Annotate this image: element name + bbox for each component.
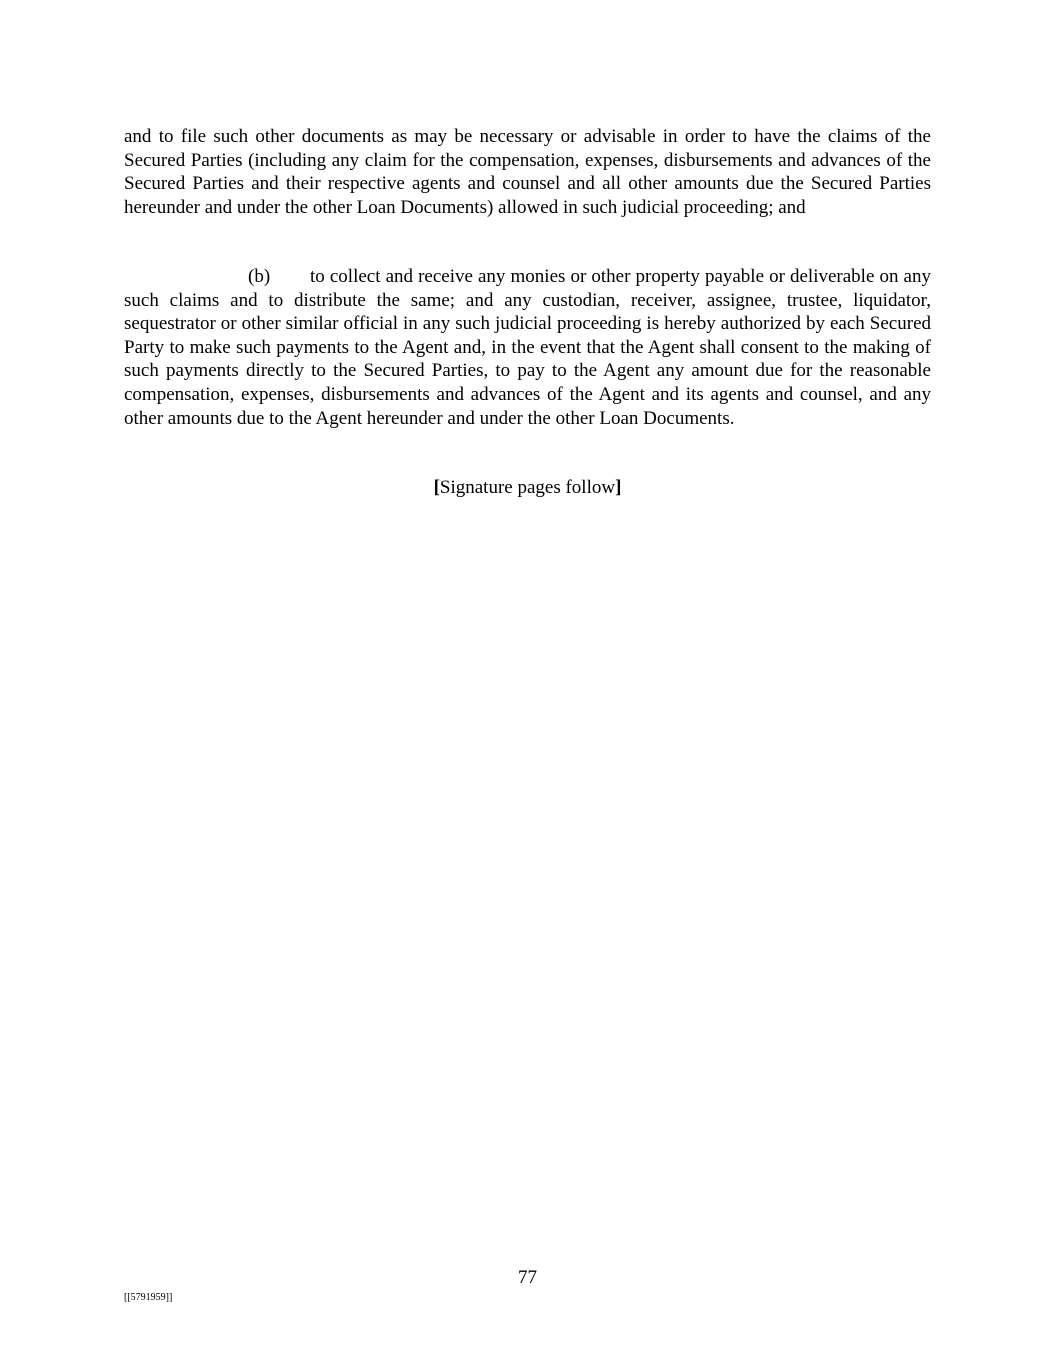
- paragraph-item-b: [124, 265, 931, 430]
- paragraph-continuation: and to file such other documents as may be necessary or advisable in order to have the claims of the Secured Parties (including any claim for the compensation, expenses, disbursements and advances of the Secured Parties and their respective agents and counsel and all other amounts due the Secured Parties hereunder and under the other Loan Documents) allowed in such judicial proceeding; and: [124, 126, 931, 218]
- item-label-b: (b): [248, 266, 271, 287]
- open-bracket: [: [433, 477, 440, 498]
- page-number: 77: [518, 1267, 537, 1288]
- close-bracket: ]: [615, 477, 622, 498]
- item-text-b: to collect and receive any monies or other property payable or deliverable on any such claims and to distribute the same; and any custodian, receiver, assignee, trustee, liquidator, sequestrator or other similar official in any such judicial proceeding is hereby authorized by each Secured Party to make such payments to the Agent and, in the event that the Agent shall consent to the making of such payments directly to the Secured Parties, to pay to the Agent any amount due for the reasonable compensation, expenses, disbursements and advances of the Agent and its agents and counsel, and any other amounts due to the Agent hereunder and under the other Loan Documents.: [124, 266, 931, 429]
- signature-note-text: Signature pages follow: [439, 477, 616, 498]
- signature-pages-note: [0, 476, 1055, 500]
- document-id: [[5791959]]: [124, 1292, 173, 1303]
